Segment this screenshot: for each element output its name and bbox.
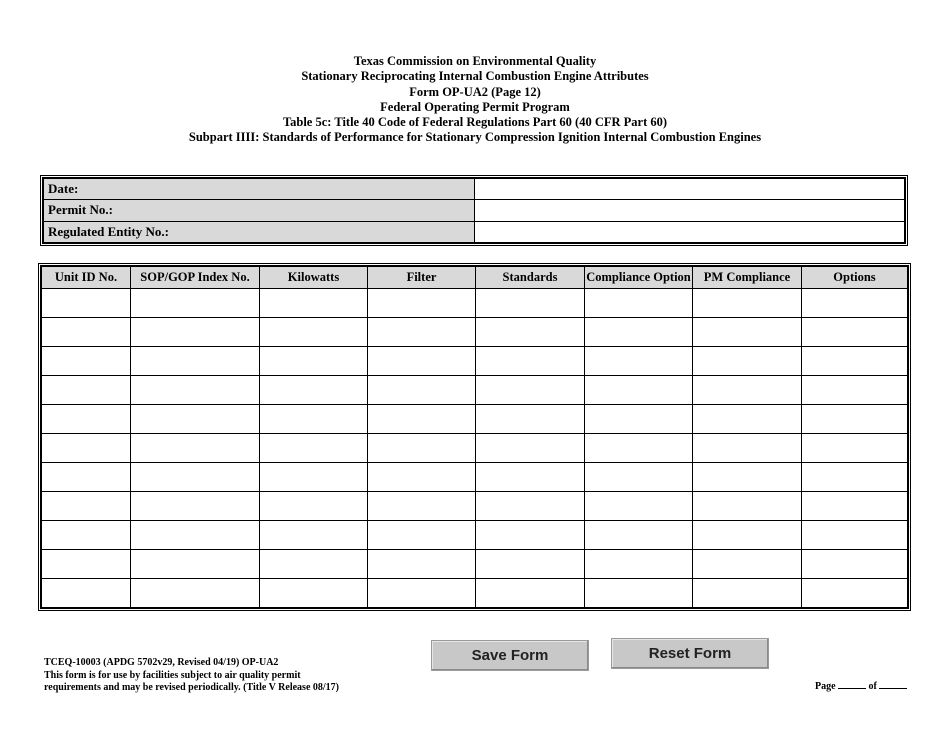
footer-note-1: This form is for use by facilities subject to air quality permit <box>44 669 301 681</box>
table-cell[interactable] <box>260 376 368 405</box>
form-id: Form OP-UA2 (Page 12) <box>409 84 541 99</box>
table-cell[interactable] <box>693 434 802 463</box>
table-cell[interactable] <box>260 434 368 463</box>
column-header: SOP/GOP Index No. <box>131 267 260 289</box>
table-row <box>42 347 908 376</box>
permit-field[interactable] <box>475 200 905 221</box>
table-cell[interactable] <box>476 318 585 347</box>
table-cell[interactable] <box>585 405 693 434</box>
info-table <box>40 175 908 246</box>
table-cell[interactable] <box>42 405 131 434</box>
table-cell[interactable] <box>42 289 131 318</box>
table-cell[interactable] <box>368 434 476 463</box>
table-cell[interactable] <box>693 521 802 550</box>
table-cell[interactable] <box>42 463 131 492</box>
table-cell[interactable] <box>476 289 585 318</box>
table-cell[interactable] <box>131 492 260 521</box>
table-title: Table 5c: Title 40 Code of Federal Regulations Part 60 (40 CFR Part 60) <box>282 115 668 130</box>
table-cell[interactable] <box>802 550 908 579</box>
column-header: PM Compliance <box>693 267 802 289</box>
table-cell[interactable] <box>476 579 585 608</box>
table-cell[interactable] <box>260 347 368 376</box>
table-cell[interactable] <box>693 376 802 405</box>
table-cell[interactable] <box>368 550 476 579</box>
table-cell[interactable] <box>368 289 476 318</box>
table-row <box>42 434 908 463</box>
table-cell[interactable] <box>476 434 585 463</box>
regulated-entity-label: Regulated Entity No.: <box>44 221 475 242</box>
page-total-field[interactable] <box>879 679 907 689</box>
column-header: Options <box>802 267 908 289</box>
form-header <box>0 54 950 146</box>
table-cell[interactable] <box>260 550 368 579</box>
table-cell[interactable] <box>476 521 585 550</box>
table-cell[interactable] <box>476 550 585 579</box>
page-number <box>815 679 907 692</box>
table-cell[interactable] <box>42 550 131 579</box>
page-label: Page <box>815 681 836 692</box>
table-row <box>42 492 908 521</box>
table-cell[interactable] <box>476 405 585 434</box>
table-cell[interactable] <box>585 434 693 463</box>
table-cell[interactable] <box>42 579 131 608</box>
date-field[interactable] <box>475 179 905 200</box>
table-cell[interactable] <box>802 289 908 318</box>
table-cell[interactable] <box>693 550 802 579</box>
table-cell[interactable] <box>585 318 693 347</box>
save-form-button[interactable]: Save Form <box>431 640 589 671</box>
of-label: of <box>868 681 877 692</box>
table-cell[interactable] <box>131 289 260 318</box>
table-cell[interactable] <box>368 463 476 492</box>
table-cell[interactable] <box>802 463 908 492</box>
table-cell[interactable] <box>585 376 693 405</box>
table-cell[interactable] <box>802 318 908 347</box>
table-cell[interactable] <box>131 405 260 434</box>
table-cell[interactable] <box>693 289 802 318</box>
agency-name: Texas Commission on Environmental Quality <box>353 54 597 68</box>
table-cell[interactable] <box>693 405 802 434</box>
form-revision: TCEQ-10003 (APDG 5702v29, Revised 04/19) OP-UA2 <box>44 657 279 668</box>
table-cell[interactable] <box>802 434 908 463</box>
table-cell[interactable] <box>802 521 908 550</box>
table-row <box>42 521 908 550</box>
table-cell[interactable] <box>131 579 260 608</box>
engine-attributes-table <box>38 263 911 611</box>
table-cell[interactable] <box>802 579 908 608</box>
table-cell[interactable] <box>585 492 693 521</box>
table-row <box>42 376 908 405</box>
table-cell[interactable] <box>131 318 260 347</box>
column-header: Filter <box>368 267 476 289</box>
date-label: Date: <box>44 179 475 200</box>
footer-note-2: requirements and may be revised periodically. (Title V Release 08/17) <box>44 682 339 693</box>
table-cell[interactable] <box>260 463 368 492</box>
table-cell[interactable] <box>42 376 131 405</box>
table-cell[interactable] <box>802 492 908 521</box>
column-header: Kilowatts <box>260 267 368 289</box>
table-cell[interactable] <box>260 405 368 434</box>
form-subject: Stationary Reciprocating Internal Combustion Engine Attributes <box>301 69 649 84</box>
table-row <box>42 550 908 579</box>
column-header: Standards <box>476 267 585 289</box>
table-cell[interactable] <box>693 347 802 376</box>
table-row <box>42 579 908 608</box>
table-cell[interactable] <box>693 579 802 608</box>
table-cell[interactable] <box>42 521 131 550</box>
table-cell[interactable] <box>260 492 368 521</box>
table-cell[interactable] <box>585 289 693 318</box>
table-cell[interactable] <box>585 579 693 608</box>
table-cell[interactable] <box>131 347 260 376</box>
table-cell[interactable] <box>368 521 476 550</box>
table-cell[interactable] <box>131 434 260 463</box>
program-name: Federal Operating Permit Program <box>380 99 570 114</box>
table-cell[interactable] <box>131 376 260 405</box>
table-cell[interactable] <box>260 289 368 318</box>
table-cell[interactable] <box>260 521 368 550</box>
table-cell[interactable] <box>476 463 585 492</box>
table-cell[interactable] <box>585 347 693 376</box>
table-cell[interactable] <box>368 347 476 376</box>
table-cell[interactable] <box>260 318 368 347</box>
table-cell[interactable] <box>585 463 693 492</box>
table-cell[interactable] <box>802 405 908 434</box>
subpart-title: Subpart IIII: Standards of Performance for Stationary Compression Ignition Internal Combustion Engines <box>188 130 762 145</box>
table-row <box>42 289 908 318</box>
reset-form-button[interactable]: Reset Form <box>611 638 769 669</box>
table-cell[interactable] <box>802 347 908 376</box>
table-cell[interactable] <box>368 405 476 434</box>
table-cell[interactable] <box>368 318 476 347</box>
table-cell[interactable] <box>368 579 476 608</box>
column-header: Unit ID No. <box>42 267 131 289</box>
table-cell[interactable] <box>42 492 131 521</box>
table-cell[interactable] <box>131 550 260 579</box>
permit-label: Permit No.: <box>44 200 475 221</box>
table-cell[interactable] <box>476 492 585 521</box>
table-cell[interactable] <box>693 318 802 347</box>
table-cell[interactable] <box>476 347 585 376</box>
page-number-field[interactable] <box>838 679 866 689</box>
table-cell[interactable] <box>42 347 131 376</box>
column-header: Compliance Option <box>585 267 693 289</box>
table-cell[interactable] <box>260 579 368 608</box>
table-cell[interactable] <box>131 521 260 550</box>
table-cell[interactable] <box>802 376 908 405</box>
table-cell[interactable] <box>42 434 131 463</box>
table-cell[interactable] <box>585 521 693 550</box>
table-cell[interactable] <box>476 376 585 405</box>
table-cell[interactable] <box>585 550 693 579</box>
table-cell[interactable] <box>368 492 476 521</box>
table-cell[interactable] <box>42 318 131 347</box>
table-row <box>42 318 908 347</box>
table-cell[interactable] <box>368 376 476 405</box>
table-cell[interactable] <box>131 463 260 492</box>
table-cell[interactable] <box>693 463 802 492</box>
regulated-entity-field[interactable] <box>475 221 905 242</box>
form-footer <box>44 657 339 695</box>
table-row <box>42 463 908 492</box>
table-cell[interactable] <box>693 492 802 521</box>
table-row <box>42 405 908 434</box>
